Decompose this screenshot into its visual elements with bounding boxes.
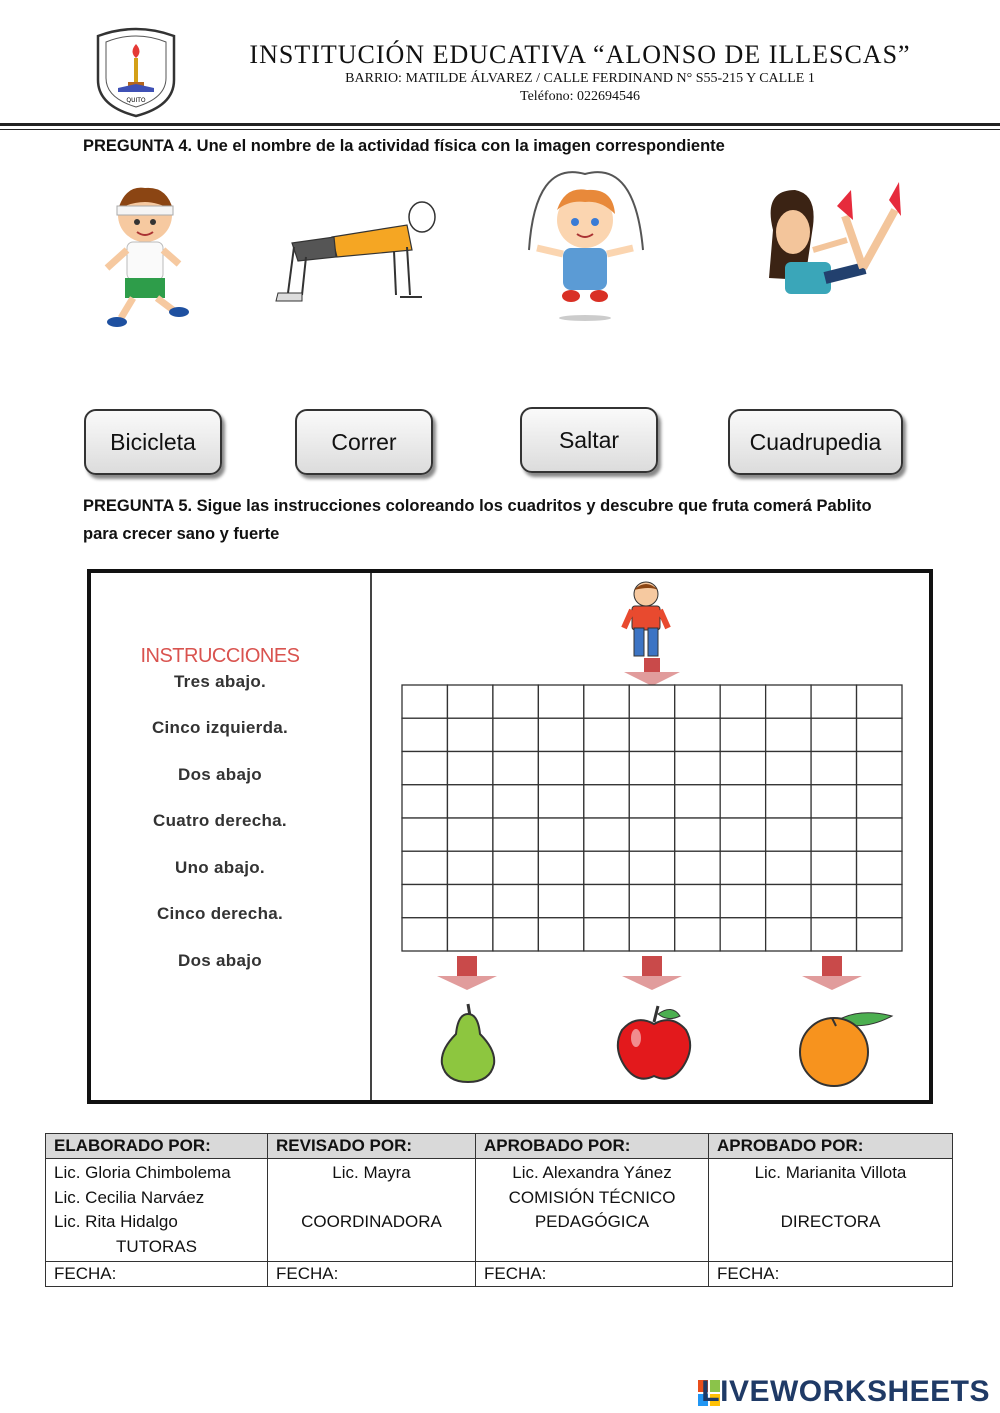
school-address: BARRIO: MATILDE ÁLVAREZ / CALLE FERDINAND N° S55-215 Y CALLE 1 (345, 71, 815, 86)
grid-cell[interactable] (538, 718, 583, 751)
grid-cell[interactable] (811, 818, 856, 851)
coloring-grid[interactable] (401, 684, 903, 952)
option-cuadrupedia-button[interactable]: Cuadrupedia (728, 409, 903, 475)
elaborado-name-1: Lic. Gloria Chimbolema (54, 1163, 231, 1182)
grid-cell[interactable] (447, 918, 492, 951)
grid-cell[interactable] (402, 885, 447, 918)
revisado-role: COORDINADORA (301, 1212, 442, 1231)
option-saltar-button[interactable]: Saltar (520, 407, 658, 473)
grid-cell[interactable] (629, 685, 674, 718)
pablito-boy-icon (620, 578, 672, 660)
header-aprobado-2: APROBADO POR: (709, 1134, 953, 1159)
running-boy-image (95, 180, 195, 330)
grid-cell[interactable] (720, 885, 765, 918)
grid-cell[interactable] (584, 885, 629, 918)
fecha-cell-2[interactable]: FECHA: (268, 1262, 476, 1287)
aprobado1-role-line2: PEDAGÓGICA (534, 1212, 650, 1231)
grid-cell[interactable] (857, 685, 902, 718)
grid-cell[interactable] (766, 685, 811, 718)
grid-cell[interactable] (766, 785, 811, 818)
grid-cell[interactable] (675, 718, 720, 751)
grid-cell[interactable] (857, 785, 902, 818)
grid-cell[interactable] (629, 885, 674, 918)
grid-cell[interactable] (629, 785, 674, 818)
grid-cell[interactable] (584, 685, 629, 718)
grid-cell[interactable] (720, 818, 765, 851)
grid-cell[interactable] (493, 685, 538, 718)
aprobado2-name: Lic. Marianita Villota (754, 1163, 907, 1182)
grid-cell[interactable] (766, 885, 811, 918)
instruction-3: Dos abajo (178, 765, 262, 784)
grid-cell[interactable] (447, 851, 492, 884)
arrow-down-icon-orange (802, 956, 862, 990)
header-rule-thin (0, 129, 1000, 130)
grid-cell[interactable] (675, 885, 720, 918)
liveworksheets-watermark: LIVEWORKSHEETS (701, 1375, 990, 1408)
grid-cell[interactable] (720, 918, 765, 951)
grid-cell[interactable] (584, 818, 629, 851)
signature-table (45, 1133, 953, 1287)
grid-cell[interactable] (447, 685, 492, 718)
elaborado-role: TUTORAS (116, 1236, 197, 1256)
elaborado-name-2: Lic. Cecilia Narváez (54, 1187, 205, 1207)
grid-cell[interactable] (675, 785, 720, 818)
header-rule (0, 123, 1000, 126)
grid-cell[interactable] (629, 818, 674, 851)
grid-cell[interactable] (857, 851, 902, 884)
grid-cell[interactable] (629, 918, 674, 951)
instruction-4: Cuatro derecha. (153, 811, 287, 830)
grid-cell[interactable] (720, 785, 765, 818)
school-seal-logo (88, 22, 184, 118)
grid-cell[interactable] (538, 685, 583, 718)
arrow-down-icon-apple (622, 956, 682, 990)
grid-cell[interactable] (766, 918, 811, 951)
grid-cell[interactable] (675, 918, 720, 951)
grid-cell[interactable] (720, 752, 765, 785)
grid-cell[interactable] (811, 785, 856, 818)
pear-icon[interactable] (432, 1000, 504, 1084)
grid-cell[interactable] (447, 818, 492, 851)
grid-cell[interactable] (402, 685, 447, 718)
question-5-title (83, 492, 943, 548)
instruction-7: Dos abajo (178, 951, 262, 970)
grid-cell[interactable] (720, 685, 765, 718)
aprobado2-role: DIRECTORA (780, 1212, 881, 1231)
grid-cell[interactable] (402, 918, 447, 951)
question-5-title-line1: PREGUNTA 5. Sigue las instrucciones coloreando los cuadritos y descubre que fruta comerá Pablito (83, 497, 872, 515)
instruction-1: Tres abajo. (173, 672, 267, 691)
orange-icon[interactable] (780, 1004, 896, 1088)
grid-cell[interactable] (857, 818, 902, 851)
grid-cell[interactable] (811, 918, 856, 951)
grid-cell[interactable] (811, 718, 856, 751)
quadruped-exercise-image (272, 195, 442, 310)
grid-cell[interactable] (584, 785, 629, 818)
grid-cell[interactable] (538, 885, 583, 918)
grid-cell[interactable] (538, 818, 583, 851)
grid-cell[interactable] (447, 718, 492, 751)
grid-cell[interactable] (766, 851, 811, 884)
grid-cell[interactable] (720, 851, 765, 884)
grid-cell[interactable] (493, 785, 538, 818)
grid-cell[interactable] (538, 851, 583, 884)
aprobado1-role-line1: COMISIÓN TÉCNICO (508, 1187, 676, 1207)
header-elaborado: ELABORADO POR: (46, 1134, 268, 1159)
grid-cell[interactable] (629, 752, 674, 785)
grid-cell[interactable] (538, 752, 583, 785)
arrow-down-icon-top (624, 658, 680, 686)
instruction-2: Cinco izquierda. (151, 718, 289, 737)
grid-cell[interactable] (584, 851, 629, 884)
grid-cell[interactable] (857, 752, 902, 785)
grid-cell[interactable] (629, 718, 674, 751)
grid-cell[interactable] (766, 718, 811, 751)
grid-cell[interactable] (538, 785, 583, 818)
fecha-cell-3[interactable]: FECHA: (476, 1262, 709, 1287)
svg-text:QUITO: QUITO (126, 97, 146, 104)
fecha-cell-1[interactable]: FECHA: (46, 1262, 268, 1287)
school-name: INSTITUCIÓN EDUCATIVA “ALONSO DE ILLESCAS” (249, 40, 911, 69)
grid-cell[interactable] (811, 685, 856, 718)
fecha-cell-4[interactable]: FECHA: (709, 1262, 953, 1287)
grid-cell[interactable] (402, 851, 447, 884)
grid-cell[interactable] (675, 752, 720, 785)
grid-cell[interactable] (402, 818, 447, 851)
grid-cell[interactable] (720, 718, 765, 751)
grid-cell[interactable] (447, 752, 492, 785)
revisado-name: Lic. Mayra (332, 1163, 411, 1182)
grid-cell[interactable] (811, 885, 856, 918)
grid-cell[interactable] (493, 718, 538, 751)
grid-cell[interactable] (402, 718, 447, 751)
school-phone: Teléfono: 022694546 (520, 89, 640, 104)
bicycle-exercise-girl-image (755, 170, 905, 305)
grid-cell[interactable] (584, 752, 629, 785)
question-5-title-line2: para crecer sano y fuerte (83, 525, 280, 543)
grid-cell[interactable] (402, 785, 447, 818)
jump-rope-boy-image (515, 170, 655, 325)
grid-cell[interactable] (538, 918, 583, 951)
grid-cell[interactable] (493, 851, 538, 884)
grid-cell[interactable] (447, 785, 492, 818)
elaborado-name-3: Lic. Rita Hidalgo (54, 1212, 178, 1231)
grid-cell[interactable] (766, 752, 811, 785)
grid-cell[interactable] (857, 885, 902, 918)
grid-cell[interactable] (811, 752, 856, 785)
frame-divider (370, 573, 372, 1100)
grid-cell[interactable] (629, 851, 674, 884)
grid-cell[interactable] (493, 918, 538, 951)
grid-cell[interactable] (811, 851, 856, 884)
grid-cell[interactable] (584, 918, 629, 951)
header-aprobado-1: APROBADO POR: (476, 1134, 709, 1159)
grid-cell[interactable] (447, 885, 492, 918)
grid-cell[interactable] (402, 752, 447, 785)
instructions-title: INSTRUCCIONES (140, 645, 300, 667)
instruction-6: Cinco derecha. (156, 904, 284, 923)
instruction-5: Uno abajo. (175, 858, 265, 877)
grid-cell[interactable] (675, 685, 720, 718)
aprobado1-name: Lic. Alexandra Yánez (512, 1163, 672, 1182)
grid-cell[interactable] (766, 818, 811, 851)
grid-cell[interactable] (675, 818, 720, 851)
apple-icon[interactable] (612, 1004, 696, 1084)
option-bicicleta-button[interactable]: Bicicleta (84, 409, 222, 475)
header-revisado: REVISADO POR: (268, 1134, 476, 1159)
grid-cell[interactable] (493, 752, 538, 785)
grid-cell[interactable] (857, 918, 902, 951)
grid-cell[interactable] (857, 718, 902, 751)
option-correr-button[interactable]: Correr (295, 409, 433, 475)
grid-cell[interactable] (675, 851, 720, 884)
question-4-title: PREGUNTA 4. Une el nombre de la actividad física con la imagen correspondiente (83, 137, 725, 155)
arrow-down-icon-pear (437, 956, 497, 990)
grid-cell[interactable] (493, 885, 538, 918)
grid-cell[interactable] (493, 818, 538, 851)
grid-cell[interactable] (584, 718, 629, 751)
